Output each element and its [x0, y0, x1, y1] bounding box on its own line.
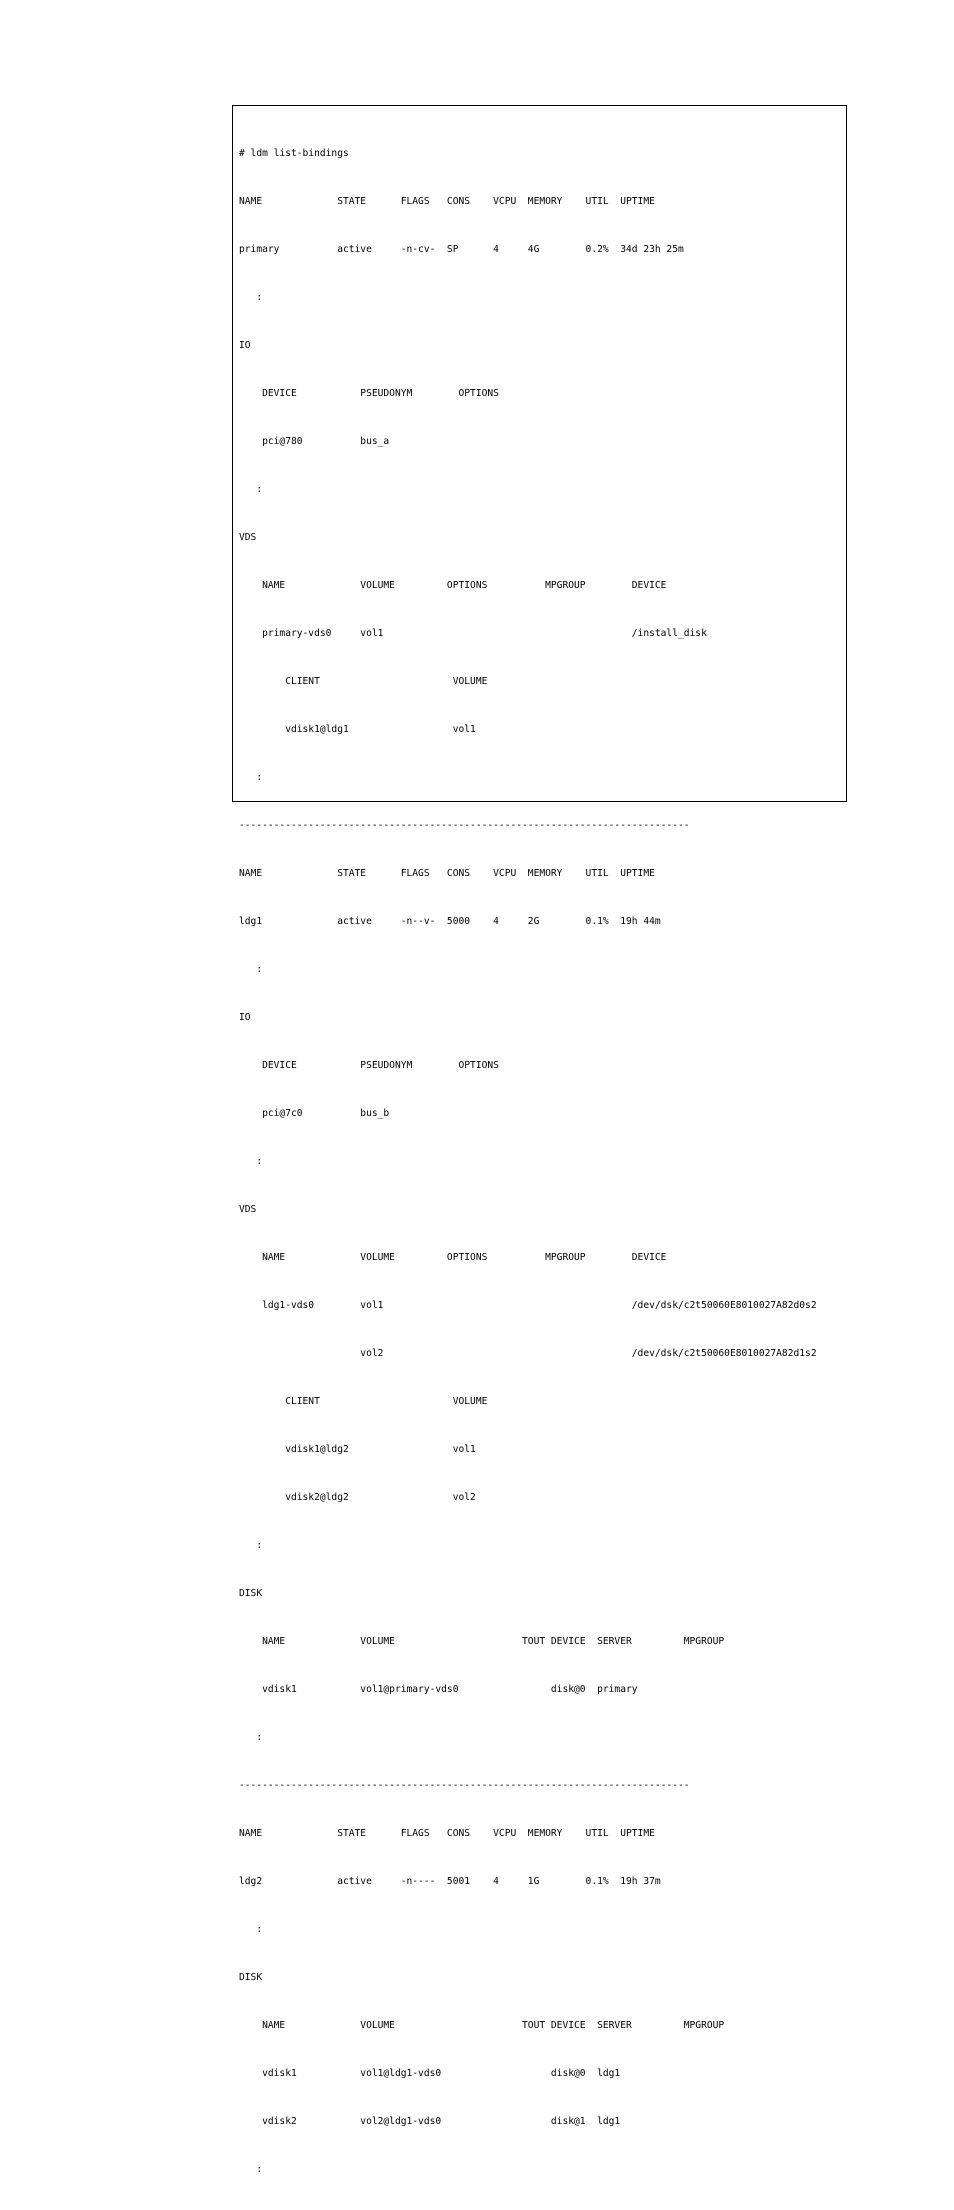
domain-row-primary: primary active -n-cv- SP 4 4G 0.2% 34d 23h 25m	[239, 244, 684, 255]
disk-header-row: NAME VOLUME TOUT DEVICE SERVER MPGROUP	[239, 1636, 725, 1647]
disk-header-row: NAME VOLUME TOUT DEVICE SERVER MPGROUP	[239, 2020, 725, 2031]
ellipsis-line: :	[239, 772, 263, 783]
section-title-vds: VDS	[239, 532, 257, 543]
vds-client-row: vdisk1@ldg2 vol1	[239, 1444, 476, 1455]
ellipsis-line: :	[239, 1732, 263, 1743]
vds-row: ldg1-vds0 vol1 /dev/dsk/c2t50060E8010027A82d0s2	[239, 1300, 817, 1311]
vds-row: primary-vds0 vol1 /install_disk	[239, 628, 707, 639]
domain-header-row: NAME STATE FLAGS CONS VCPU MEMORY UTIL UPTIME	[239, 1828, 655, 1839]
vds-client-header-row: CLIENT VOLUME	[239, 1396, 488, 1407]
disk-row: vdisk1 vol1@ldg1-vds0 disk@0 ldg1	[239, 2068, 621, 2079]
io-row: pci@780 bus_a	[239, 436, 390, 447]
ellipsis-line: :	[239, 2164, 263, 2175]
ellipsis-line: :	[239, 484, 263, 495]
ellipsis-line: :	[239, 1540, 263, 1551]
terminal-output-box	[232, 105, 847, 2175]
disk-row: vdisk1 vol1@primary-vds0 disk@0 primary	[239, 1684, 638, 1695]
separator-line: ------------------------------------------------------------------------------	[239, 1780, 690, 1791]
vds-header-row: NAME VOLUME OPTIONS MPGROUP DEVICE	[239, 1252, 667, 1263]
io-row: pci@7c0 bus_b	[239, 1108, 390, 1119]
domain-row-ldg2: ldg2 active -n---- 5001 4 1G 0.1% 19h 37m	[239, 1876, 661, 1887]
io-header-row: DEVICE PSEUDONYM OPTIONS	[239, 1060, 499, 1071]
section-title-disk: DISK	[239, 1972, 263, 1983]
separator-line: ------------------------------------------------------------------------------	[239, 820, 690, 831]
section-title-disk: DISK	[239, 1588, 263, 1599]
disk-row: vdisk2 vol2@ldg1-vds0 disk@1 ldg1	[239, 2116, 621, 2127]
vds-client-header-row: CLIENT VOLUME	[239, 676, 488, 687]
ellipsis-line: :	[239, 1924, 263, 1935]
domain-header-row: NAME STATE FLAGS CONS VCPU MEMORY UTIL UPTIME	[239, 868, 655, 879]
section-title-vds: VDS	[239, 1204, 257, 1215]
command-output	[239, 114, 817, 2210]
ellipsis-line: :	[239, 292, 263, 303]
domain-row-ldg1: ldg1 active -n--v- 5000 4 2G 0.1% 19h 44m	[239, 916, 661, 927]
command-line: # ldm list-bindings	[239, 148, 349, 159]
vds-client-row: vdisk1@ldg1 vol1	[239, 724, 476, 735]
vds-header-row: NAME VOLUME OPTIONS MPGROUP DEVICE	[239, 580, 667, 591]
ellipsis-line: :	[239, 964, 263, 975]
section-title-io: IO	[239, 340, 251, 351]
vds-client-row: vdisk2@ldg2 vol2	[239, 1492, 476, 1503]
section-title-io: IO	[239, 1012, 251, 1023]
io-header-row: DEVICE PSEUDONYM OPTIONS	[239, 388, 499, 399]
ellipsis-line: :	[239, 1156, 263, 1167]
vds-row: vol2 /dev/dsk/c2t50060E8010027A82d1s2	[239, 1348, 817, 1359]
domain-header-row: NAME STATE FLAGS CONS VCPU MEMORY UTIL UPTIME	[239, 196, 655, 207]
